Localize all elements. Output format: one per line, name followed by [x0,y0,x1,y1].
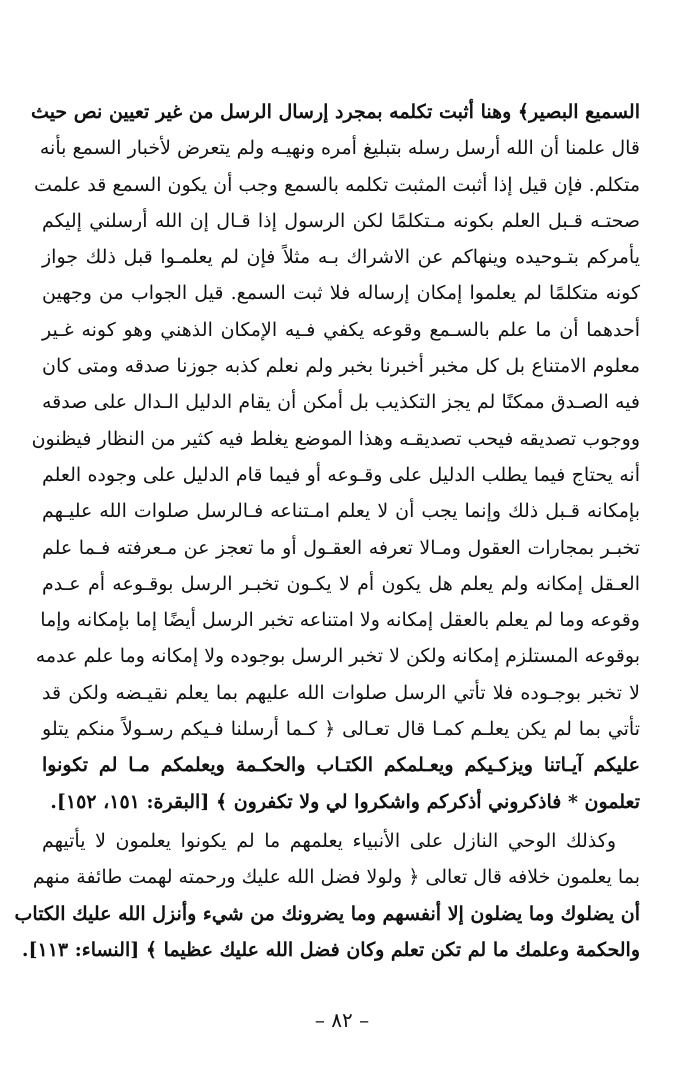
text-line: بإمكانه قـبل ذلك وإنما يجب أن لا يعلم امـتناعه فـالرسل صلوات الله عليـهم [42,500,640,523]
quran-verse-line: والحكمة وعلمك ما لم تكن تعلم وكان فضل الله عليك عظيما ﴾ [النساء: ١١٣]. [21,938,640,961]
text-line: تخبـر بمجارات العقول ومـالا تعرفه العقـول أو ما تعجز عن مـعرفته فـما علم [42,536,640,559]
quran-verse-line: عليكم آيـاتنا ويزكـيكم ويعـلمكم الكتـاب والحكـمة ويعلمكم مـا لم تكونوا [42,754,640,777]
text-line: معلوم الامتناع بل كل مخبر أخبرنا بخبر ولم نعلم كذبه جوزنا صدقه ومتى كان [42,355,641,378]
text-line: متكلم. فإن قيل إذا أثبت المثبت تكلمه بالسمع وجب أن يكون السمع قد علمت [33,173,640,196]
quran-verse-line: تعلمون * فاذكروني أذكركم واشكروا لي ولا تكفرون ﴾ [البقرة: ١٥١، ١٥٢]. [50,790,640,813]
text-line: كونه متكلمًا لم يعلموا إمكان إرساله فلا ثبت السمع. قيل الجواب من وجهين [42,282,640,305]
page-number: – ٨٢ – [314,1008,370,1032]
text-line: أنه يحتاج فيما يطلب الدليل على وقـوعه أو فيما قام الدليل على وجوده العلم [42,463,640,486]
quran-verse-line: أن يضلوك وما يضلون إلا أنفسهم وما يضرونك من شيء وأنزل الله عليك الكتاب [14,902,640,925]
text-line: بوقوعه المستلزم إمكانه ولكن لا تخبر الرسل بوجوده ولا إمكانه وما علم عدمه [35,645,640,668]
text-line: أحدهما أن ما علم بالسـمع وقوعه يكفي فـيه الإمكان الذهني وهو كونه غـير [42,318,640,341]
text-line: ووجوب تصديقه فيحب تصديقـه وهذا الموضع يغلط فيه كثير من النظار فيظنون [31,427,640,450]
text-line: وقوعه وما لم يعلم بالعقل إمكانه ولا امتناعه تخبر الرسل أيضًا إما بإمكانه وإما [40,609,640,632]
text-line: السميع البصير﴾ وهنا أثبت تكلمه بمجرد إرسال الرسل من غير تعيين نص حيث [31,101,640,123]
text-line: يأمركم بتـوحيده وينهاكم عن الاشراك بـه مثلاً فإن لم يعلمـوا قبل ذلك جواز [42,246,640,269]
paragraph-2 [14,823,640,968]
text-line: فيه الصـدق ممكنًا لم يجز التكذيب بل أمكن أن يقام الدليل الـدال على صدقه [42,391,640,414]
quran-verse-line: بما يعلمون خلافه قال تعالى ﴿ ولولا فضل الله عليك ورحمته لهمت طائفة منهم [32,866,640,889]
text-line: لا تخبر بوجـوده فلا تأتي الرسل صلوات الله عليهم بما يعلم نقيـضه ولكن قد [42,681,640,704]
text-line: قال علمنا أن الله أرسل رسله بتبليغ أمره ونهيـه ولم يتعرض لأخبار السمع بأنه [39,137,640,160]
quran-verse-line: تأتي بما لم يكن يعلـم كمـا قال تعـالى ﴿ كـما أرسلنا فـيكم رسـولاً منكم يتلو [42,718,640,741]
paragraph-1 [31,94,641,820]
text-line: صحتـه قـبل العلم بكونه مـتكلمًا لكن الرسول إذا قـال إن الله أرسلني إليكم [42,209,640,232]
text-line: العـقل إمكانه ولم يعلم هل يكون أم لا يكـون تخبـر الرسل بوقـوعه أم عـدم [42,572,640,595]
body-text [14,94,641,968]
text-line: وكذلك الوحي النازل على الأنبياء يعلمهم ما لم يكونوا يعلمون لا يأتيهم [42,829,616,852]
